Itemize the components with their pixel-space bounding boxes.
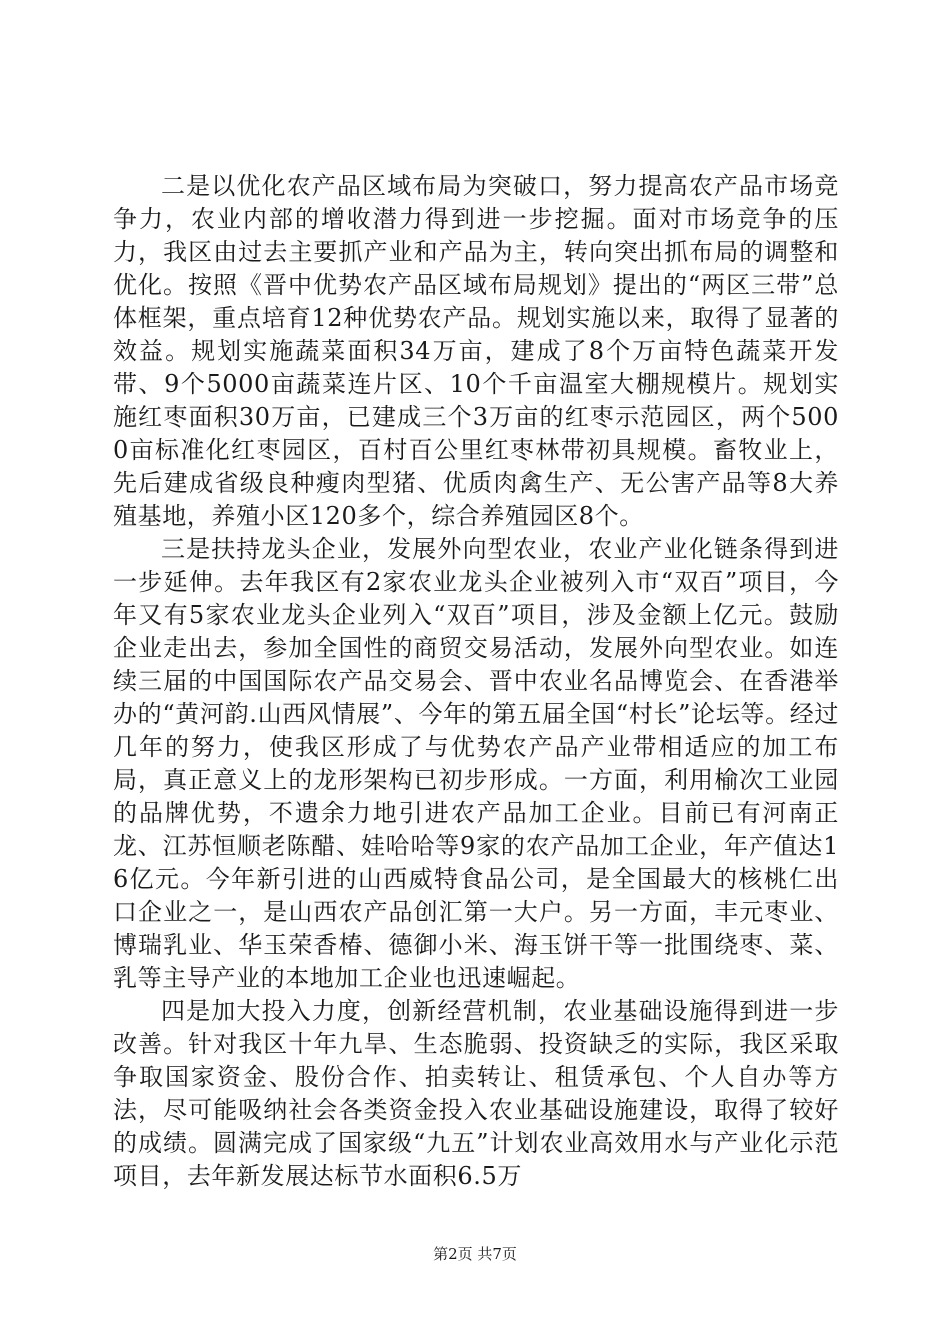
paragraph-three: 三是扶持龙头企业，发展外向型农业，农业产业化链条得到进一步延伸。去年我区有2家农业龙头企业被列入市“双百”项目，今年又有5家农业龙头企业列入“双百”项目，涉及金额上亿元。鼓励企业走出去，参加全国性的商贸交易活动，发展外向型农业。如连续三届的中国国际农产品交易会、晋中农业名品博览会、在香港举办的“黄河韵.山西风情展”、今年的第五届全国“村长”论坛等。经过几年的努力，使我区形成了与优势农产品产业带相适应的加工布局，真正意义上的龙形架构已初步形成。一方面，利用榆次工业园的品牌优势，不遗余力地引进农产品加工企业。目前已有河南正龙、江苏恒顺老陈醋、娃哈哈等9家的农产品加工企业，年产值达16亿元。今年新引进的山西威特食品公司，是全国最大的核桃仁出口企业之一，是山西农产品创汇第一大户。另一方面，丰元枣业、博瑞乳业、华玉荣香椿、德御小米、海玉饼干等一批围绕枣、菜、乳等主导产业的本地加工企业也迅速崛起。 bbox=[113, 535, 839, 992]
paragraph-four: 四是加大投入力度，创新经营机制，农业基础设施得到进一步改善。针对我区十年九旱、生态脆弱、投资缺乏的实际，我区采取争取国家资金、股份合作、拍卖转让、租赁承包、个人自办等方法，尽可能吸纳社会各类资金投入农业基础设施建设，取得了较好的成绩。圆满完成了国家级“九五”计划农业高效用水与产业化示范项目，去年新发展达标节水面积6.5万 bbox=[113, 997, 839, 1190]
document-body bbox=[113, 170, 839, 1193]
page-number: 第2页 共7页 bbox=[433, 1245, 517, 1263]
page-footer bbox=[0, 1244, 950, 1264]
paragraph-two: 二是以优化农产品区域布局为突破口，努力提高农产品市场竞争力，农业内部的增收潜力得到进一步挖掘。面对市场竞争的压力，我区由过去主要抓产业和产品为主，转向突出抓布局的调整和优化。按照《晋中优势农产品区域布局规划》提出的“两区三带”总体框架，重点培育12种优势农产品。规划实施以来，取得了显著的效益。规划实施蔬菜面积34万亩，建成了8个万亩特色蔬菜开发带、9个5000亩蔬菜连片区、10个千亩温室大棚规模片。规划实施红枣面积30万亩，已建成三个3万亩的红枣示范园区，两个5000亩标准化红枣园区，百村百公里红枣林带初具规模。畜牧业上，先后建成省级良种瘦肉型猪、优质肉禽生产、无公害产品等8大养殖基地，养殖小区120多个，综合养殖园区8个。 bbox=[113, 172, 839, 530]
